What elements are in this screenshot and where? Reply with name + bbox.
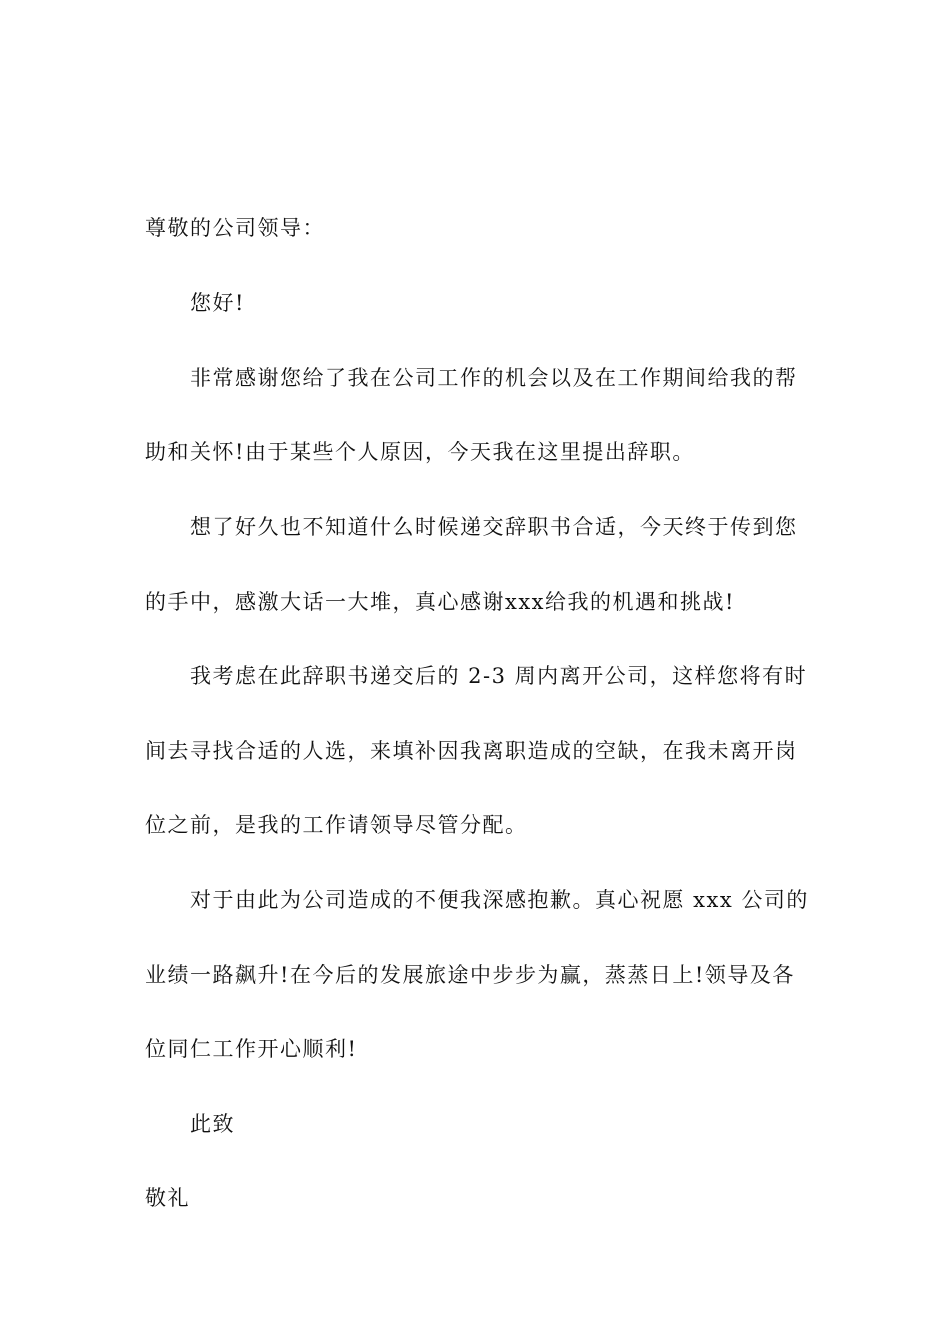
closing: 此致 [190, 1112, 235, 1136]
salutation: 尊敬的公司领导： [145, 216, 325, 240]
paragraph-3-line-1: 我考虑在此辞职书递交后的 2-3 周内离开公司，这样您将有时 [190, 664, 808, 688]
paragraph-4-line-3: 位同仁工作开心顺利! [145, 1037, 358, 1061]
paragraph-2-line-2: 的手中，感激大话一大堆，真心感谢xxx给我的机遇和挑战! [145, 590, 735, 614]
paragraph-1-line-1: 非常感谢您给了我在公司工作的机会以及在工作期间给我的帮 [190, 366, 798, 390]
paragraph-4-line-2: 业绩一路飙升!在今后的发展旅途中步步为赢，蒸蒸日上!领导及各 [145, 963, 795, 987]
regards: 敬礼 [145, 1186, 190, 1210]
paragraph-4-line-1: 对于由此为公司造成的不便我深感抱歉。真心祝愿 xxx 公司的 [190, 888, 809, 912]
paragraph-3-line-2: 间去寻找合适的人选，来填补因我离职造成的空缺，在我未离开岗 [145, 739, 798, 763]
paragraph-2-line-1: 想了好久也不知道什么时候递交辞职书合适，今天终于传到您 [190, 515, 798, 539]
greeting: 您好! [190, 291, 245, 315]
paragraph-3-line-3: 位之前，是我的工作请领导尽管分配。 [145, 813, 528, 837]
paragraph-1-line-2: 助和关怀!由于某些个人原因，今天我在这里提出辞职。 [145, 440, 695, 464]
